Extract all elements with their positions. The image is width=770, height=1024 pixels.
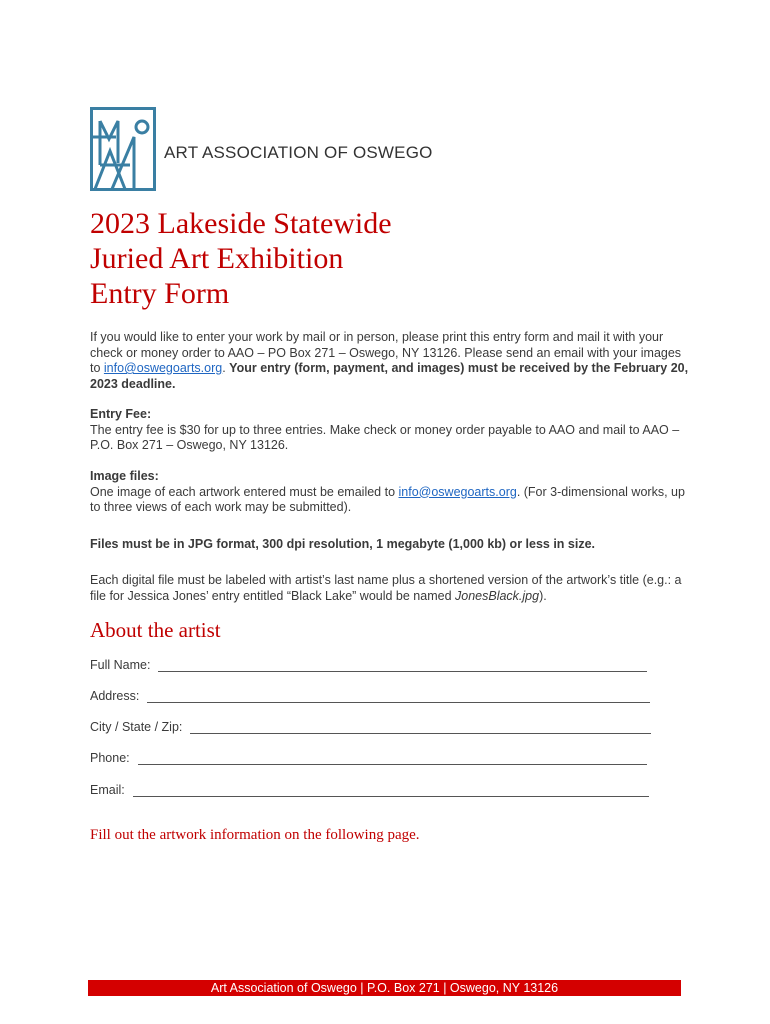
intro-text: If you would like to enter your work by mail or in person, please print this entry form and mail it with your check or money order to AAO – PO Box 271 – Oswego, NY 13126. Please send an email with your images to xyxy=(90,330,682,375)
phone-input-line[interactable] xyxy=(138,752,647,765)
email-input-line[interactable] xyxy=(133,784,649,797)
intro-paragraph xyxy=(90,330,690,392)
image-files-email-link[interactable]: info@oswegoarts.org xyxy=(398,484,517,499)
format-note: Files must be in JPG format, 300 dpi resolution, 1 megabyte (1,000 kb) or less in size. xyxy=(90,537,596,551)
org-name: ART ASSOCIATION OF OSWEGO xyxy=(164,143,433,162)
full-name-label: Full Name: xyxy=(90,658,151,672)
entry-fee-text: The entry fee is $30 for up to three entries. Make check or money order payable to AAO and mail to AAO – P.O. Box 271 – Oswego, NY 13126. xyxy=(90,422,680,452)
city-state-zip-field[interactable] xyxy=(90,718,651,734)
entry-fee-heading: Entry Fee: xyxy=(90,407,152,421)
intro-email-link[interactable]: info@oswegoarts.org xyxy=(103,361,223,375)
city-state-zip-label: City / State / Zip: xyxy=(90,720,183,734)
labeling-example: JonesBlack.jpg xyxy=(455,588,540,603)
image-files-text: One image of each artwork entered must be emailed to xyxy=(90,484,399,499)
labeling-paragraph xyxy=(90,573,690,604)
address-field[interactable] xyxy=(90,687,650,703)
labeling-text-2: ). xyxy=(539,588,547,603)
full-name-field[interactable] xyxy=(90,656,647,672)
city-state-zip-input-line[interactable] xyxy=(190,721,651,734)
deadline-text: Your entry (form, payment, and images) must be received by the February 20, 2023 deadline. xyxy=(90,361,689,391)
aao-logo-mark-icon xyxy=(90,107,156,191)
phone-label: Phone: xyxy=(90,751,130,765)
email-field[interactable] xyxy=(90,781,649,797)
title-line-3: Entry Form xyxy=(90,277,230,310)
image-files-section xyxy=(90,469,690,516)
entry-fee-section xyxy=(90,407,690,454)
image-files-text-2: . (For 3-dimensional works, up to three views of each work may be submitted). xyxy=(90,484,685,514)
title-line-2: Juried Art Exhibition xyxy=(90,242,344,275)
image-files-heading: Image files: xyxy=(90,469,159,483)
following-page-note: Fill out the artwork information on the following page. xyxy=(90,827,420,843)
org-logo xyxy=(90,107,435,192)
phone-field[interactable] xyxy=(90,749,647,765)
intro-text-2: . xyxy=(222,361,230,375)
address-input-line[interactable] xyxy=(147,690,650,703)
title-line-1: 2023 Lakeside Statewide xyxy=(90,207,392,240)
email-label: Email: xyxy=(90,783,125,797)
full-name-input-line[interactable] xyxy=(158,659,647,672)
address-label: Address: xyxy=(90,689,140,703)
footer-bar: Art Association of Oswego | P.O. Box 271 | Oswego, NY 13126 xyxy=(88,980,681,996)
labeling-text: Each digital file must be labeled with artist’s last name plus a shortened version of the artwork’s title (e.g.: a file for Jessica Jones’ entry entitled “Black Lake” would be named xyxy=(90,573,682,603)
about-artist-heading: About the artist xyxy=(90,618,221,642)
page-title xyxy=(90,206,392,311)
